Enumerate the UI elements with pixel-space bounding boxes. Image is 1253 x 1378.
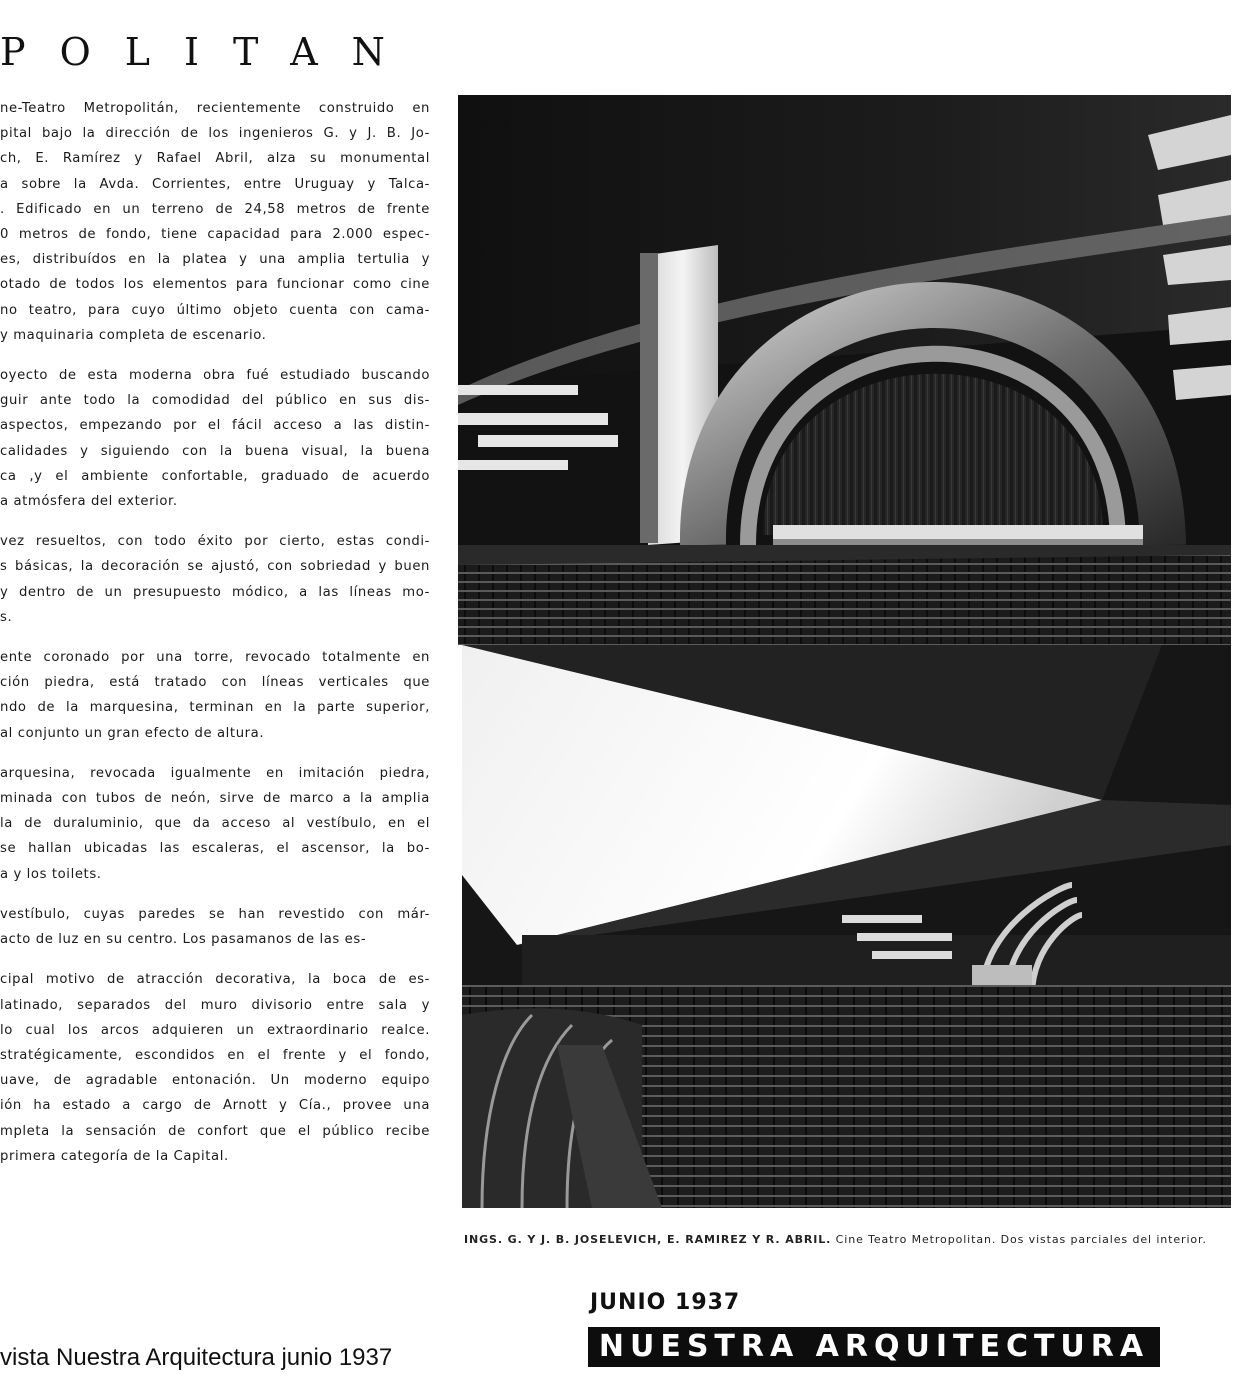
article-line: vestíbulo, cuyas paredes se han revestido con már- — [0, 906, 430, 922]
article-line: aspectos, empezando por el fácil acceso a las distin- — [0, 418, 430, 434]
article-line: . Edificado en un terreno de 24,58 metros de frente — [0, 201, 430, 217]
article-line: al conjunto un gran efecto de altura. — [0, 725, 265, 741]
article-line: guir ante todo la comodidad del público en sus dis- — [0, 393, 430, 409]
article-line: mpleta la sensación de confort que el público recibe — [0, 1123, 430, 1139]
article-line: minada con tubos de neón, sirve de marco a la amplia — [0, 791, 430, 807]
article-line: vez resueltos, con todo éxito por cierto, estas condi- — [0, 534, 430, 550]
article-line: uave, de agradable entonación. Un moderno equipo — [0, 1073, 430, 1089]
article-line: ndo de la marquesina, terminan en la parte superior, — [0, 700, 430, 716]
article-line: s. — [0, 609, 13, 625]
issue-date: JUNIO 1937 — [590, 1290, 741, 1315]
article-line: a y los toilets. — [0, 866, 102, 882]
article-line: primera categoría de la Capital. — [0, 1148, 229, 1164]
article-line: otado de todos los elementos para funcionar como cine — [0, 277, 430, 293]
photo-balcony-view — [462, 645, 1231, 1208]
article-line: 0 metros de fondo, tiene capacidad para 2.000 espec- — [0, 227, 430, 243]
article-line: calidades y siguiendo con la buena visual, la buena — [0, 443, 430, 459]
article-line: no teatro, para cuyo último objeto cuenta con cama- — [0, 302, 430, 318]
article-paragraph — [0, 761, 430, 887]
source-note: vista Nuestra Arquitectura junio 1937 — [0, 1344, 393, 1371]
article-line: a sobre la Avda. Corrientes, entre Uruguay y Talca- — [0, 176, 430, 192]
article-line: ne-Teatro Metropolitán, recientemente construido en — [0, 101, 430, 116]
caption-text: Cine Teatro Metropolitan. Dos vistas parciales del interior. — [835, 1233, 1207, 1246]
article-line: se hallan ubicadas las escaleras, el ascensor, la bo- — [0, 841, 430, 857]
article-paragraph — [0, 967, 430, 1169]
article-paragraph — [0, 529, 430, 630]
article-line: ca ,y el ambiente confortable, graduado de acuerdo — [0, 468, 430, 484]
magazine-masthead: NUESTRA ARQUITECTURA — [588, 1327, 1160, 1367]
article-line: arquesina, revocada igualmente en imitación piedra, — [0, 765, 430, 781]
article-line: s básicas, la decoración se ajustó, con sobriedad y buen — [0, 559, 430, 575]
article-line: acto de luz en su centro. Los pasamanos de las es- — [0, 932, 367, 948]
photo-caption — [464, 1232, 1244, 1247]
article-line: y maquinaria completa de escenario. — [0, 327, 267, 343]
article-line: es, distribuídos en la platea y una amplia tertulia y — [0, 252, 430, 268]
article-line: pital bajo la dirección de los ingenieros G. y J. B. Jo- — [0, 126, 430, 142]
article-line: lo cual los arcos adquieren un extraordinario realce. — [0, 1022, 430, 1038]
article-line: cipal motivo de atracción decorativa, la boca de es- — [0, 972, 430, 988]
article-line: ción piedra, está tratado con líneas verticales que — [0, 675, 430, 691]
article-line: ch, E. Ramírez y Rafael Abril, alza su monumental — [0, 151, 430, 167]
article-line: ión ha estado a cargo de Arnott y Cía., provee una — [0, 1098, 430, 1114]
article-paragraph — [0, 645, 430, 746]
caption-architects: INGS. G. Y J. B. JOSELEVICH, E. RAMIREZ Y R. ABRIL. — [464, 1233, 832, 1246]
article-paragraph — [0, 902, 430, 952]
article-paragraph — [0, 363, 430, 514]
article-line: oyecto de esta moderna obra fué estudiado buscando — [0, 368, 430, 384]
article-body — [0, 96, 430, 1184]
article-line: latinado, separados del muro divisorio entre sala y — [0, 997, 430, 1013]
article-title: POLITAN — [0, 30, 419, 74]
article-line: stratégicamente, escondidos en el frente y el fondo, — [0, 1047, 430, 1063]
article-line: ente coronado por una torre, revocado totalmente en — [0, 650, 430, 666]
article-line: a atmósfera del exterior. — [0, 494, 178, 510]
article-line: y dentro de un presupuesto módico, a las líneas mo- — [0, 584, 430, 600]
article-paragraph — [0, 96, 430, 348]
article-line: la de duraluminio, que da acceso al vestíbulo, en el — [0, 816, 430, 832]
photo-stage-arch — [458, 95, 1231, 645]
